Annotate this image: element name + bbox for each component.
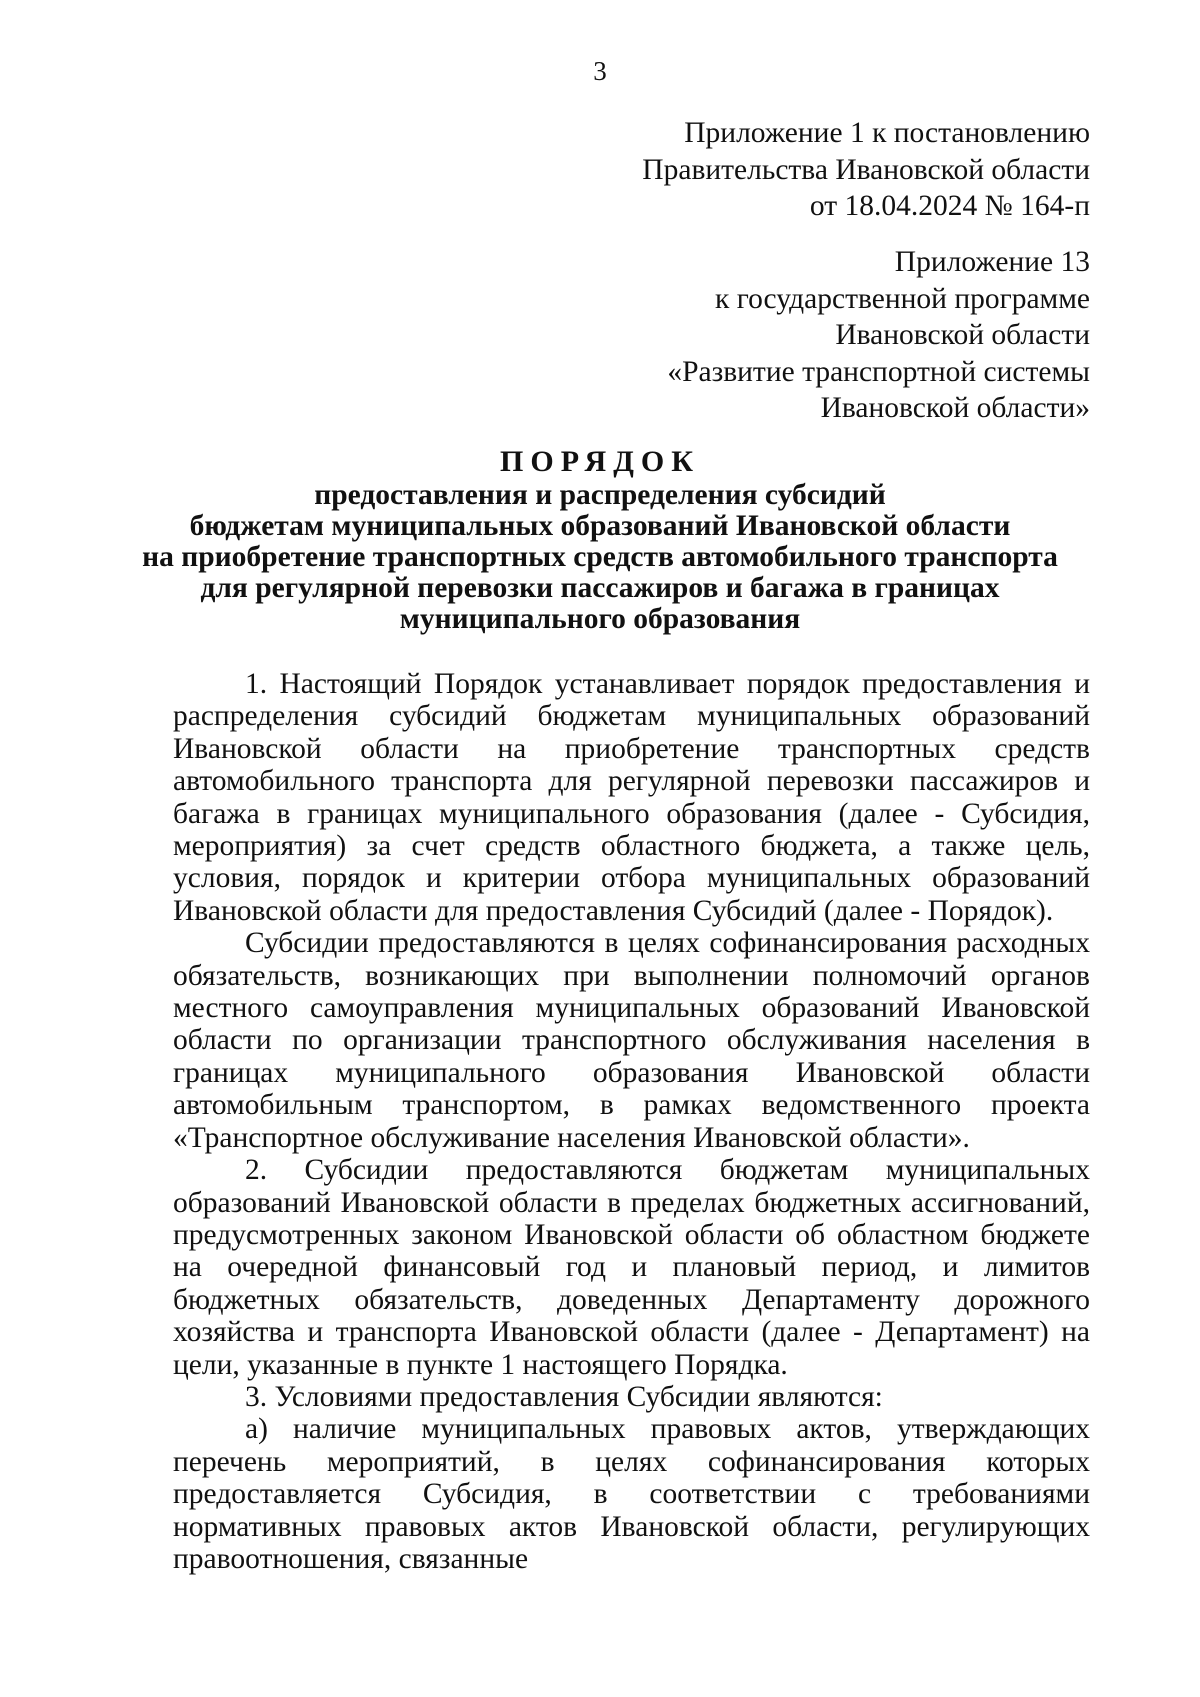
paragraph-1: 1. Настоящий Порядок устанавливает порядок предоставления и распределения субсидий бюджетам муниципальных образований Ивановской области на приобретение транспортных средств автомобильного транспорта для регулярной перевозки пассажиров и багажа в границах муниципального образования (далее - Субсидия, мероприятия) за счет средств областного бюджета, а также цель, условия, порядок и критерии отбора муниципальных образований Ивановской области для предоставления Субсидий (далее - Порядок).	[173, 668, 1090, 927]
page-number: 3	[593, 56, 607, 86]
appendix-13-line: Ивановской области	[835, 319, 1090, 352]
document-title: ПОРЯДОК	[500, 445, 700, 478]
document-heading	[110, 446, 1090, 635]
heading-line: предоставления и распределения субсидий	[314, 479, 886, 511]
appendix-13-line: Приложение 13	[894, 246, 1090, 278]
appendix-13-block	[667, 244, 1090, 427]
appendix-1-line: Приложение 1 к постановлению	[684, 117, 1090, 149]
heading-line: муниципального образования	[399, 603, 801, 635]
appendix-13-line: к государственной программе	[715, 282, 1090, 315]
appendix-1-line: Правительства Ивановской области	[642, 153, 1090, 186]
heading-line: бюджетам муниципальных образований Ивановской области	[189, 510, 1011, 542]
paragraph-3a: а) наличие муниципальных правовых актов, утверждающих перечень мероприятий, в целях софинансирования которых предоставляется Субсидия, в соответствии с требованиями нормативных правовых актов Ивановской области, регулирующих правоотношения, связанные	[173, 1413, 1090, 1575]
heading-line: на приобретение транспортных средств автомобильного транспорта	[142, 541, 1058, 573]
paragraph-3: 3. Условиями предоставления Субсидии являются:	[245, 1380, 883, 1413]
appendix-13-line: «Развитие транспортной системы	[667, 355, 1090, 388]
appendix-1-block	[642, 115, 1090, 225]
appendix-13-line: Ивановской области»	[820, 392, 1090, 425]
document-body	[173, 668, 1090, 1575]
appendix-1-line: от 18.04.2024 № 164-п	[809, 190, 1090, 223]
paragraph-1-continued: Субсидии предоставляются в целях софинансирования расходных обязательств, возникающих при выполнении полномочий органов местного самоуправления муниципальных образований Ивановской области по организации транспортного обслуживания населения в границах муниципального образования Ивановской области автомобильным транспортом, в рамках ведомственного проекта «Транспортное обслуживание населения Ивановской области».	[173, 927, 1090, 1154]
paragraph-2: 2. Субсидии предоставляются бюджетам муниципальных образований Ивановской области в пределах бюджетных ассигнований, предусмотренных законом Ивановской области об областном бюджете на очередной финансовый год и плановый период, и лимитов бюджетных обязательств, доведенных Департаменту дорожного хозяйства и транспорта Ивановской области (далее - Департамент) на цели, указанные в пункте 1 настоящего Порядка.	[173, 1154, 1090, 1381]
heading-line: для регулярной перевозки пассажиров и багажа в границах	[200, 572, 1000, 604]
